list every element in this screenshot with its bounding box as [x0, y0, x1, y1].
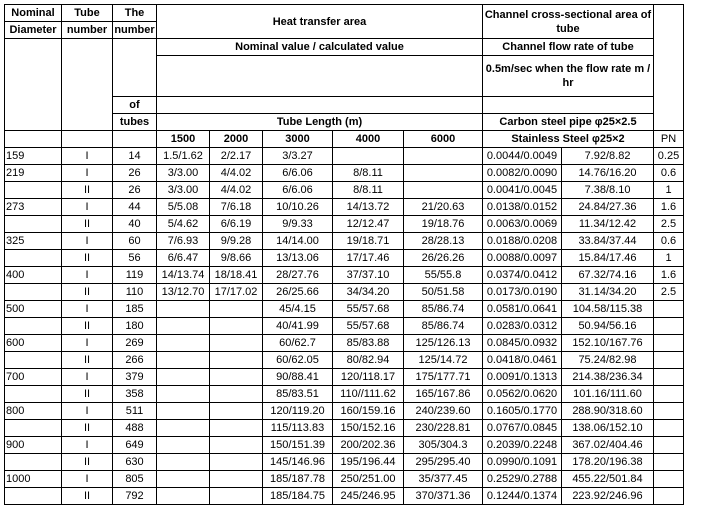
header-number: number	[62, 22, 113, 39]
stainless-steel-cell: 214.38/236.34	[562, 369, 654, 386]
header-channel-flow: Channel flow rate of tube	[483, 39, 654, 56]
area-6000-cell: 295/295.40	[404, 454, 483, 471]
area-4000-cell: 12/12.47	[333, 216, 404, 233]
stainless-steel-cell: 7.38/8.10	[562, 182, 654, 199]
tube-count-cell: 358	[113, 386, 157, 403]
stainless-steel-cell: 178.20/196.38	[562, 454, 654, 471]
header-pn: PN	[654, 131, 684, 148]
header-length-6000: 6000	[404, 131, 483, 148]
area-1500-cell	[157, 420, 210, 437]
tube-number-cell: II	[62, 284, 113, 301]
area-2000-cell	[210, 471, 263, 488]
header-the: The	[113, 5, 157, 22]
table-row	[5, 165, 684, 182]
diameter-cell	[5, 318, 62, 335]
area-2000-cell	[210, 488, 263, 505]
diameter-cell: 900	[5, 437, 62, 454]
pn-cell	[654, 318, 684, 335]
stainless-steel-cell: 7.92/8.82	[562, 148, 654, 165]
diameter-cell	[5, 182, 62, 199]
area-4000-cell: 85/83.88	[333, 335, 404, 352]
diameter-cell: 600	[5, 335, 62, 352]
diameter-cell: 273	[5, 199, 62, 216]
tube-number-cell: II	[62, 318, 113, 335]
tube-count-cell: 110	[113, 284, 157, 301]
area-4000-cell: 120/118.17	[333, 369, 404, 386]
tube-count-cell: 185	[113, 301, 157, 318]
carbon-steel-cell: 0.0283/0.0312	[483, 318, 562, 335]
table-row	[5, 233, 684, 250]
pn-cell	[654, 454, 684, 471]
area-1500-cell	[157, 437, 210, 454]
area-3000-cell: 14/14.00	[263, 233, 333, 250]
table-row	[5, 301, 684, 318]
header-blank-span-3	[483, 97, 654, 114]
area-3000-cell: 3/3.27	[263, 148, 333, 165]
area-1500-cell	[157, 471, 210, 488]
area-6000-cell: 50/51.58	[404, 284, 483, 301]
stainless-steel-cell: 50.94/56.16	[562, 318, 654, 335]
area-4000-cell: 55/57.68	[333, 318, 404, 335]
area-2000-cell: 4/4.02	[210, 165, 263, 182]
header-blank-span	[157, 56, 483, 97]
table-row	[5, 352, 684, 369]
tube-count-cell: 180	[113, 318, 157, 335]
stainless-steel-cell: 138.06/152.10	[562, 420, 654, 437]
diameter-cell: 219	[5, 165, 62, 182]
tube-number-cell: I	[62, 267, 113, 284]
header-blank-diameter	[5, 39, 62, 131]
area-4000-cell: 250/251.00	[333, 471, 404, 488]
stainless-steel-cell: 455.22/501.84	[562, 471, 654, 488]
stainless-steel-cell: 67.32/74.16	[562, 267, 654, 284]
stainless-steel-cell: 24.84/27.36	[562, 199, 654, 216]
header-flow-condition: 0.5m/sec when the flow rate m / hr	[483, 56, 654, 97]
tube-count-cell: 792	[113, 488, 157, 505]
area-6000-cell: 305/304.3	[404, 437, 483, 454]
pn-cell: 1	[654, 182, 684, 199]
area-2000-cell	[210, 386, 263, 403]
header-blank-d	[5, 131, 62, 148]
tube-count-cell: 488	[113, 420, 157, 437]
table-row	[5, 369, 684, 386]
tube-count-cell: 56	[113, 250, 157, 267]
area-4000-cell: 245/246.95	[333, 488, 404, 505]
stainless-steel-cell: 367.02/404.46	[562, 437, 654, 454]
area-1500-cell	[157, 335, 210, 352]
table-row	[5, 284, 684, 301]
table-row	[5, 471, 684, 488]
diameter-cell	[5, 284, 62, 301]
pn-cell	[654, 488, 684, 505]
diameter-cell	[5, 488, 62, 505]
table-row	[5, 335, 684, 352]
stainless-steel-cell: 104.58/115.38	[562, 301, 654, 318]
table-row	[5, 216, 684, 233]
area-3000-cell: 120/119.20	[263, 403, 333, 420]
stainless-steel-cell: 14.76/16.20	[562, 165, 654, 182]
area-6000-cell: 175/177.71	[404, 369, 483, 386]
header-tube: Tube	[62, 5, 113, 22]
stainless-steel-cell: 11.34/12.42	[562, 216, 654, 233]
tube-count-cell: 269	[113, 335, 157, 352]
pn-cell: 2.5	[654, 216, 684, 233]
area-3000-cell: 150/151.39	[263, 437, 333, 454]
area-3000-cell: 145/146.96	[263, 454, 333, 471]
header-blank-span-2	[157, 97, 483, 114]
pn-cell: 0.6	[654, 233, 684, 250]
carbon-steel-cell: 0.1605/0.1770	[483, 403, 562, 420]
tube-number-cell: II	[62, 488, 113, 505]
area-2000-cell	[210, 369, 263, 386]
carbon-steel-cell: 0.0562/0.0620	[483, 386, 562, 403]
header-number2: number	[113, 22, 157, 39]
carbon-steel-cell: 0.0990/0.1091	[483, 454, 562, 471]
pn-cell: 1.6	[654, 267, 684, 284]
stainless-steel-cell: 288.90/318.60	[562, 403, 654, 420]
diameter-cell	[5, 420, 62, 437]
carbon-steel-cell: 0.2039/0.2248	[483, 437, 562, 454]
area-3000-cell: 60/62.7	[263, 335, 333, 352]
area-6000-cell: 19/18.76	[404, 216, 483, 233]
diameter-cell: 400	[5, 267, 62, 284]
table-row	[5, 250, 684, 267]
pn-cell	[654, 352, 684, 369]
header-blank-the	[113, 39, 157, 97]
table-row	[5, 318, 684, 335]
area-3000-cell: 9/9.33	[263, 216, 333, 233]
tube-count-cell: 40	[113, 216, 157, 233]
tube-number-cell: I	[62, 301, 113, 318]
area-6000-cell: 85/86.74	[404, 301, 483, 318]
tube-count-cell: 26	[113, 165, 157, 182]
area-4000-cell: 37/37.10	[333, 267, 404, 284]
diameter-cell: 500	[5, 301, 62, 318]
tube-count-cell: 14	[113, 148, 157, 165]
area-6000-cell	[404, 182, 483, 199]
diameter-cell	[5, 352, 62, 369]
tube-number-cell: I	[62, 437, 113, 454]
table-row	[5, 199, 684, 216]
tube-number-cell: I	[62, 335, 113, 352]
area-1500-cell	[157, 301, 210, 318]
header-length-4000: 4000	[333, 131, 404, 148]
tube-count-cell: 266	[113, 352, 157, 369]
stainless-steel-cell: 75.24/82.98	[562, 352, 654, 369]
area-6000-cell: 55/55.8	[404, 267, 483, 284]
carbon-steel-cell: 0.0767/0.0845	[483, 420, 562, 437]
table-row	[5, 488, 684, 505]
area-2000-cell: 9/9.28	[210, 233, 263, 250]
pn-cell: 0.6	[654, 165, 684, 182]
header-blank-t	[62, 131, 113, 148]
tube-number-cell: I	[62, 403, 113, 420]
header-blank-n	[113, 131, 157, 148]
area-6000-cell: 230/228.81	[404, 420, 483, 437]
tube-number-cell: II	[62, 352, 113, 369]
area-4000-cell: 160/159.16	[333, 403, 404, 420]
tube-number-cell: II	[62, 216, 113, 233]
carbon-steel-cell: 0.0173/0.0190	[483, 284, 562, 301]
area-3000-cell: 60/62.05	[263, 352, 333, 369]
area-3000-cell: 115/113.83	[263, 420, 333, 437]
area-1500-cell	[157, 403, 210, 420]
header-tube-length: Tube Length (m)	[157, 114, 483, 131]
stainless-steel-cell: 15.84/17.46	[562, 250, 654, 267]
area-4000-cell: 55/57.68	[333, 301, 404, 318]
tube-number-cell: II	[62, 250, 113, 267]
area-1500-cell	[157, 352, 210, 369]
tube-number-cell: I	[62, 148, 113, 165]
stainless-steel-cell: 101.16/111.60	[562, 386, 654, 403]
stainless-steel-cell: 31.14/34.20	[562, 284, 654, 301]
header-carbon-steel: Carbon steel pipe φ25×2.5	[483, 114, 654, 131]
table-row	[5, 437, 684, 454]
area-6000-cell: 125/14.72	[404, 352, 483, 369]
area-4000-cell: 14/13.72	[333, 199, 404, 216]
pn-cell	[654, 437, 684, 454]
area-1500-cell	[157, 318, 210, 335]
diameter-cell: 1000	[5, 471, 62, 488]
area-1500-cell	[157, 454, 210, 471]
tube-count-cell: 630	[113, 454, 157, 471]
carbon-steel-cell: 0.0418/0.0461	[483, 352, 562, 369]
area-4000-cell: 200/202.36	[333, 437, 404, 454]
tube-count-cell: 805	[113, 471, 157, 488]
area-2000-cell	[210, 437, 263, 454]
carbon-steel-cell: 0.2529/0.2788	[483, 471, 562, 488]
stainless-steel-cell: 152.10/167.76	[562, 335, 654, 352]
header-nominal: Nominal	[5, 5, 62, 22]
area-3000-cell: 185/187.78	[263, 471, 333, 488]
pn-cell: 2.5	[654, 284, 684, 301]
area-1500-cell: 1.5/1.62	[157, 148, 210, 165]
area-4000-cell: 34/34.20	[333, 284, 404, 301]
heat-exchanger-spec-table	[4, 4, 684, 505]
area-2000-cell: 2/2.17	[210, 148, 263, 165]
table-row	[5, 420, 684, 437]
area-2000-cell	[210, 454, 263, 471]
tube-count-cell: 511	[113, 403, 157, 420]
carbon-steel-cell: 0.0581/0.0641	[483, 301, 562, 318]
area-3000-cell: 185/184.75	[263, 488, 333, 505]
header-length-1500: 1500	[157, 131, 210, 148]
area-6000-cell: 35/377.45	[404, 471, 483, 488]
area-2000-cell	[210, 301, 263, 318]
carbon-steel-cell: 0.0063/0.0069	[483, 216, 562, 233]
stainless-steel-cell: 33.84/37.44	[562, 233, 654, 250]
table-row	[5, 386, 684, 403]
area-3000-cell: 6/6.06	[263, 165, 333, 182]
table-row	[5, 267, 684, 284]
pn-cell	[654, 471, 684, 488]
area-6000-cell: 26/26.26	[404, 250, 483, 267]
pn-cell	[654, 369, 684, 386]
pn-cell	[654, 386, 684, 403]
area-6000-cell: 85/86.74	[404, 318, 483, 335]
area-1500-cell	[157, 386, 210, 403]
diameter-cell: 159	[5, 148, 62, 165]
pn-cell	[654, 301, 684, 318]
area-6000-cell	[404, 165, 483, 182]
area-1500-cell: 3/3.00	[157, 165, 210, 182]
tube-number-cell: I	[62, 233, 113, 250]
area-2000-cell	[210, 420, 263, 437]
tube-count-cell: 60	[113, 233, 157, 250]
area-1500-cell	[157, 369, 210, 386]
tube-count-cell: 44	[113, 199, 157, 216]
tube-number-cell: I	[62, 369, 113, 386]
area-1500-cell: 13/12.70	[157, 284, 210, 301]
area-1500-cell	[157, 488, 210, 505]
diameter-cell	[5, 250, 62, 267]
diameter-cell: 325	[5, 233, 62, 250]
header-length-3000: 3000	[263, 131, 333, 148]
carbon-steel-cell: 0.0044/0.0049	[483, 148, 562, 165]
area-2000-cell: 4/4.02	[210, 182, 263, 199]
area-1500-cell: 5/4.62	[157, 216, 210, 233]
area-6000-cell	[404, 148, 483, 165]
area-6000-cell: 165/167.86	[404, 386, 483, 403]
carbon-steel-cell: 0.0041/0.0045	[483, 182, 562, 199]
header-channel-area: Channel cross-sectional area of tube	[483, 5, 654, 39]
pn-cell	[654, 420, 684, 437]
tube-count-cell: 26	[113, 182, 157, 199]
tube-number-cell: II	[62, 386, 113, 403]
area-2000-cell	[210, 352, 263, 369]
pn-header-spacer	[654, 5, 684, 131]
area-2000-cell: 9/8.66	[210, 250, 263, 267]
carbon-steel-cell: 0.0088/0.0097	[483, 250, 562, 267]
area-4000-cell: 80/82.94	[333, 352, 404, 369]
table-row	[5, 148, 684, 165]
header-blank-tube	[62, 39, 113, 131]
header-length-2000: 2000	[210, 131, 263, 148]
tube-count-cell: 649	[113, 437, 157, 454]
stainless-steel-cell: 223.92/246.96	[562, 488, 654, 505]
pn-cell	[654, 403, 684, 420]
area-4000-cell: 8/8.11	[333, 182, 404, 199]
area-4000-cell: 8/8.11	[333, 165, 404, 182]
area-2000-cell: 7/6.18	[210, 199, 263, 216]
area-4000-cell: 150/152.16	[333, 420, 404, 437]
tube-number-cell: I	[62, 165, 113, 182]
area-3000-cell: 90/88.41	[263, 369, 333, 386]
carbon-steel-cell: 0.0138/0.0152	[483, 199, 562, 216]
tube-count-cell: 379	[113, 369, 157, 386]
tube-number-cell: II	[62, 182, 113, 199]
carbon-steel-cell: 0.0082/0.0090	[483, 165, 562, 182]
area-1500-cell: 14/13.74	[157, 267, 210, 284]
area-2000-cell	[210, 318, 263, 335]
area-3000-cell: 28/27.76	[263, 267, 333, 284]
carbon-steel-cell: 0.1244/0.1374	[483, 488, 562, 505]
area-3000-cell: 26/25.66	[263, 284, 333, 301]
carbon-steel-cell: 0.0091/0.1313	[483, 369, 562, 386]
header-nominal-value: Nominal value / calculated value	[157, 39, 483, 56]
area-2000-cell	[210, 335, 263, 352]
area-3000-cell: 10/10.26	[263, 199, 333, 216]
diameter-cell	[5, 386, 62, 403]
carbon-steel-cell: 0.0845/0.0932	[483, 335, 562, 352]
area-3000-cell: 45/4.15	[263, 301, 333, 318]
table-row	[5, 454, 684, 471]
area-6000-cell: 370/371.36	[404, 488, 483, 505]
area-1500-cell: 7/6.93	[157, 233, 210, 250]
area-2000-cell: 17/17.02	[210, 284, 263, 301]
tube-number-cell: I	[62, 471, 113, 488]
area-3000-cell: 85/83.51	[263, 386, 333, 403]
area-6000-cell: 240/239.60	[404, 403, 483, 420]
area-2000-cell: 6/6.19	[210, 216, 263, 233]
area-6000-cell: 28/28.13	[404, 233, 483, 250]
pn-cell: 0.25	[654, 148, 684, 165]
area-4000-cell: 110//111.62	[333, 386, 404, 403]
header-stainless-steel: Stainless Steel φ25×2	[483, 131, 654, 148]
area-3000-cell: 6/6.06	[263, 182, 333, 199]
area-4000-cell: 19/18.71	[333, 233, 404, 250]
pn-cell: 1	[654, 250, 684, 267]
header-tubes: tubes	[113, 114, 157, 131]
area-6000-cell: 125/126.13	[404, 335, 483, 352]
header-of: of	[113, 97, 157, 114]
carbon-steel-cell: 0.0374/0.0412	[483, 267, 562, 284]
area-4000-cell: 17/17.46	[333, 250, 404, 267]
diameter-cell: 700	[5, 369, 62, 386]
diameter-cell	[5, 454, 62, 471]
area-2000-cell	[210, 403, 263, 420]
table-row	[5, 182, 684, 199]
pn-cell: 1.6	[654, 199, 684, 216]
area-3000-cell: 13/13.06	[263, 250, 333, 267]
table-row	[5, 403, 684, 420]
area-2000-cell: 18/18.41	[210, 267, 263, 284]
area-4000-cell: 195/196.44	[333, 454, 404, 471]
area-6000-cell: 21/20.63	[404, 199, 483, 216]
area-4000-cell	[333, 148, 404, 165]
area-1500-cell: 5/5.08	[157, 199, 210, 216]
area-1500-cell: 6/6.47	[157, 250, 210, 267]
tube-number-cell: II	[62, 454, 113, 471]
header-diameter: Diameter	[5, 22, 62, 39]
tube-number-cell: II	[62, 420, 113, 437]
tube-count-cell: 119	[113, 267, 157, 284]
header-heat-transfer-area: Heat transfer area	[157, 5, 483, 39]
area-3000-cell: 40/41.99	[263, 318, 333, 335]
diameter-cell: 800	[5, 403, 62, 420]
diameter-cell	[5, 216, 62, 233]
pn-cell	[654, 335, 684, 352]
area-1500-cell: 3/3.00	[157, 182, 210, 199]
carbon-steel-cell: 0.0188/0.0208	[483, 233, 562, 250]
tube-number-cell: I	[62, 199, 113, 216]
